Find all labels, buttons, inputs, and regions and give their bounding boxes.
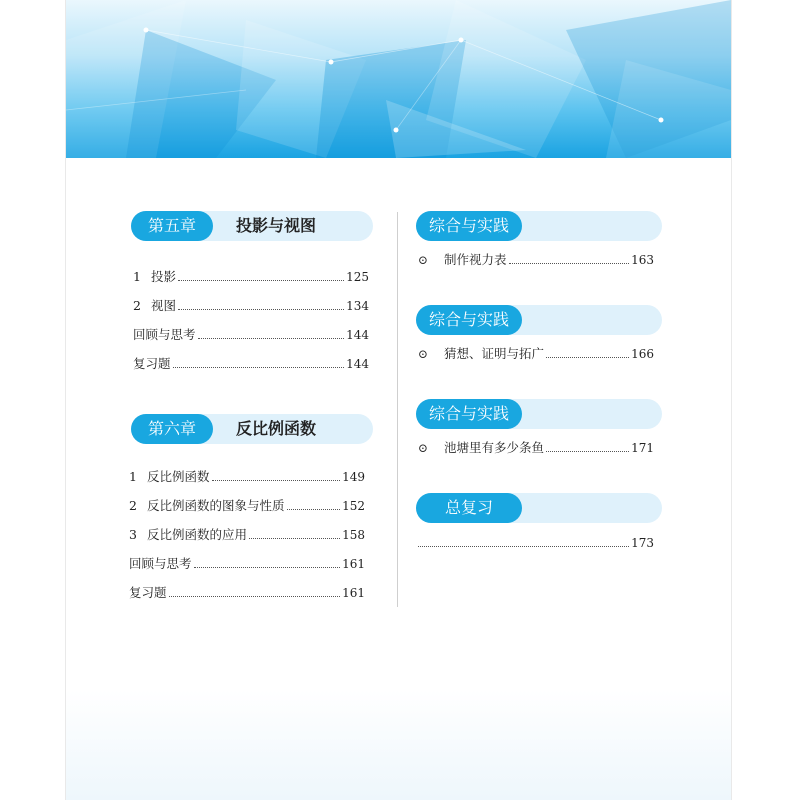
entry-title: 制作视力表 [444, 252, 507, 267]
column-divider [397, 212, 398, 607]
entry-page-number: 152 [342, 499, 365, 513]
section-label: 综合与实践 [416, 305, 522, 335]
dot-leader [173, 367, 345, 368]
dot-leader [418, 546, 629, 547]
section-label: 总复习 [416, 493, 522, 523]
entry-title: 投影 [151, 269, 177, 284]
dot-leader [212, 480, 341, 481]
entry-page-number: 144 [346, 357, 369, 371]
bottom-background [66, 690, 731, 800]
entry-number: 3 [129, 527, 137, 542]
chapter-6-label: 第六章 [131, 414, 213, 444]
entry-page-number: 171 [631, 441, 654, 455]
dot-leader [509, 263, 630, 264]
entry-title: 猜想、证明与拓广 [444, 346, 545, 361]
entry-title: 回顾与思考 [129, 556, 192, 571]
entry-number: 2 [133, 298, 141, 313]
entry-number: 2 [129, 498, 137, 513]
chapter-5-label: 第五章 [131, 211, 213, 241]
entry-title: 反比例函数 [147, 469, 210, 484]
entry-title: 反比例函数的应用 [147, 527, 248, 542]
toc-entry[interactable] [129, 555, 365, 573]
polygon-pattern-graphic [66, 0, 731, 158]
toc-entry[interactable] [133, 268, 369, 286]
chapter-5-title: 投影与视图 [236, 216, 317, 235]
circle-bullet-icon: ⊙ [418, 253, 429, 267]
dot-leader [546, 357, 629, 358]
entry-page-number: 134 [346, 299, 369, 313]
toc-entry[interactable] [133, 326, 369, 344]
review-section-header [416, 493, 662, 523]
toc-entry[interactable] [129, 497, 365, 515]
entry-page-number: 149 [342, 470, 365, 484]
dot-leader [546, 451, 629, 452]
decorative-banner [66, 0, 731, 158]
practice-section-2-header [416, 305, 662, 335]
entry-page-number: 173 [631, 536, 654, 550]
chapter-6-header [131, 414, 373, 444]
entry-title: 复习题 [129, 585, 167, 600]
practice-section-1-header [416, 211, 662, 241]
toc-entry[interactable] [133, 297, 369, 315]
entry-title: 复习题 [133, 356, 171, 371]
entry-number: 1 [133, 269, 141, 284]
dot-leader [287, 509, 341, 510]
toc-entry[interactable] [133, 355, 369, 373]
entry-number: 1 [129, 469, 137, 484]
toc-entry[interactable] [418, 439, 654, 457]
entry-page-number: 158 [342, 528, 365, 542]
chapter-5-header [131, 211, 373, 241]
circle-bullet-icon: ⊙ [418, 441, 429, 455]
toc-entry[interactable] [129, 526, 365, 544]
dot-leader [178, 280, 344, 281]
toc-page [65, 0, 732, 800]
section-label: 综合与实践 [416, 211, 522, 241]
entry-title: 池塘里有多少条鱼 [444, 440, 545, 455]
entry-page-number: 125 [346, 270, 369, 284]
toc-entry[interactable] [418, 251, 654, 269]
entry-title: 视图 [151, 298, 177, 313]
section-label: 综合与实践 [416, 399, 522, 429]
dot-leader [249, 538, 340, 539]
dot-leader [178, 309, 344, 310]
dot-leader [198, 338, 345, 339]
entry-page-number: 161 [342, 586, 365, 600]
toc-entry[interactable] [416, 534, 654, 552]
entry-title: 反比例函数的图象与性质 [147, 498, 285, 513]
entry-page-number: 161 [342, 557, 365, 571]
toc-entry[interactable] [129, 584, 365, 602]
dot-leader [169, 596, 341, 597]
entry-page-number: 166 [631, 347, 654, 361]
toc-entry[interactable] [418, 345, 654, 363]
chapter-6-title: 反比例函数 [236, 419, 317, 438]
entry-page-number: 144 [346, 328, 369, 342]
entry-page-number: 163 [631, 253, 654, 267]
dot-leader [194, 567, 341, 568]
entry-title: 回顾与思考 [133, 327, 196, 342]
toc-entry[interactable] [129, 468, 365, 486]
circle-bullet-icon: ⊙ [418, 347, 429, 361]
practice-section-3-header [416, 399, 662, 429]
